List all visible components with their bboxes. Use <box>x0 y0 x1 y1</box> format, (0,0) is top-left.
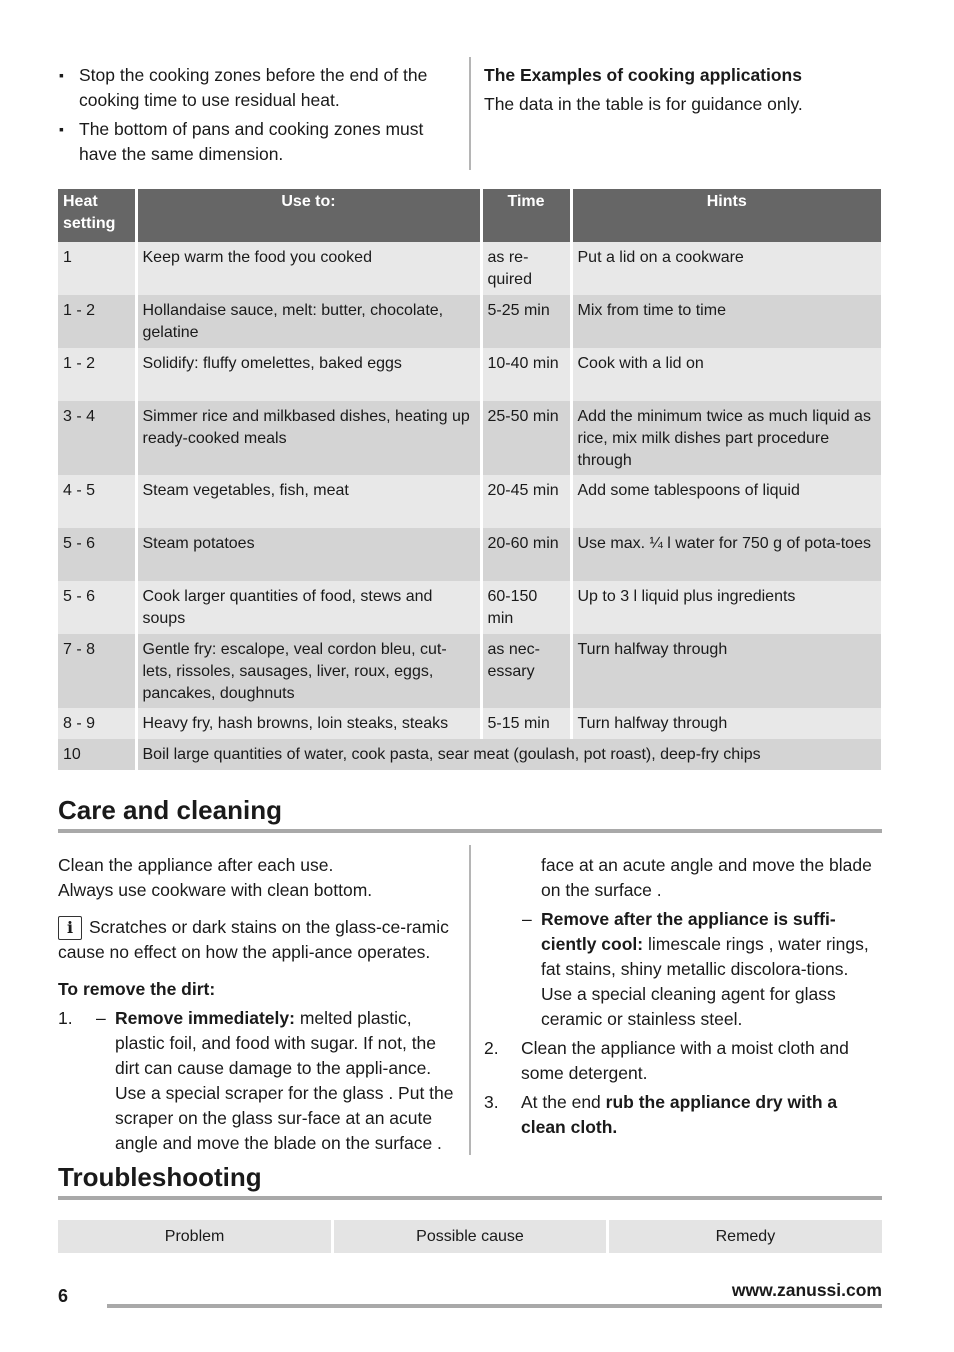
info-icon: i <box>58 916 82 940</box>
use-cell: Heavy fry, hash browns, loin steaks, steaks <box>136 708 481 739</box>
heat-cell: 1 - 2 <box>58 348 136 401</box>
page-number: 6 <box>58 1286 69 1306</box>
cooking-applications-table <box>58 189 881 770</box>
header-possible-cause: Possible cause <box>333 1220 608 1253</box>
step-text: limescale rings , water rings, fat stains, shiny metallic discolora-tions. Use a special cleaning agent for glass ceramic or stainless steel. <box>541 934 869 1029</box>
care-intro: Clean the appliance after each use. <box>58 855 334 875</box>
heat-cell: 1 - 2 <box>58 295 136 348</box>
hint-cell: Mix from time to time <box>571 295 881 348</box>
hint-cell: Use max. ¼ l water for 750 g of pota-toes <box>571 528 881 581</box>
hint-cell: Turn halfway through <box>571 708 881 739</box>
header-heat-setting: Heat setting <box>58 189 136 242</box>
care-left-column <box>58 853 458 1154</box>
section-rule <box>58 1196 882 1200</box>
use-cell: Steam potatoes <box>136 528 481 581</box>
step-bold: Remove after the appliance is suffi-ciently cool: <box>541 909 836 954</box>
step-number: 1. <box>58 1008 73 1029</box>
use-cell: Solidify: fluffy omelettes, baked eggs <box>136 348 481 401</box>
heat-cell: 5 - 6 <box>58 528 136 581</box>
troubleshooting-table <box>58 1220 882 1253</box>
step-bold: rub the appliance dry with a clean cloth. <box>521 1092 838 1137</box>
step-1b <box>484 907 884 1032</box>
hint-cell: Add some tablespoons of liquid <box>571 475 881 528</box>
bullet-text: Stop the cooking zones before the end of the cooking time to use residual heat. <box>79 65 428 110</box>
dash-marker: – <box>522 909 532 929</box>
use-cell: Steam vegetables, fish, meat <box>136 475 481 528</box>
step-3 <box>484 1090 884 1140</box>
time-cell: as nec-essary <box>481 634 571 708</box>
table-row <box>58 634 881 708</box>
heat-cell: 8 - 9 <box>58 708 136 739</box>
step-text: Clean the appliance with a moist cloth and some detergent. <box>521 1038 849 1083</box>
section-rule <box>58 829 882 833</box>
examples-intro <box>484 63 884 117</box>
table-row <box>58 295 881 348</box>
heat-cell: 5 - 6 <box>58 581 136 634</box>
table-row <box>58 348 881 401</box>
table-row <box>58 739 881 770</box>
use-cell: Keep warm the food you cooked <box>136 242 481 295</box>
bullet-icon: ▪ <box>59 67 64 83</box>
bullet-item <box>58 63 458 113</box>
info-note <box>58 915 458 965</box>
use-cell: Boil large quantities of water, cook pasta, sear meat (goulash, pot roast), deep-fry chips <box>136 739 881 770</box>
care-right-column <box>484 853 884 1140</box>
hint-cell: Cook with a lid on <box>571 348 881 401</box>
use-cell: Cook larger quantities of food, stews and soups <box>136 581 481 634</box>
hint-cell: Up to 3 l liquid plus ingredients <box>571 581 881 634</box>
heat-cell: 10 <box>58 739 136 770</box>
use-cell: Simmer rice and milkbased dishes, heating up ready-cooked meals <box>136 401 481 475</box>
step-text: melted plastic, plastic foil, and food with sugar. If not, the dirt can cause damage to the appli-ance. Use a special scraper for the glass . Put the scraper on the glass sur-face at an acute angle and move the blade on the surface . <box>115 1008 454 1154</box>
bullet-icon: ▪ <box>59 121 64 137</box>
column-divider <box>469 57 471 170</box>
table-row <box>58 242 881 295</box>
heat-cell: 3 - 4 <box>58 401 136 475</box>
use-cell: Gentle fry: escalope, veal cordon bleu, cut-lets, rissoles, sausages, liver, roux, eggs, pancakes, doughnuts <box>136 634 481 708</box>
step-text: At the end <box>521 1092 601 1112</box>
step-number: 3. <box>484 1092 499 1112</box>
care-intro: Always use cookware with clean bottom. <box>58 880 373 900</box>
header-time: Time <box>481 189 571 242</box>
time-cell: 10-40 min <box>481 348 571 401</box>
header-use-to: Use to: <box>136 189 481 242</box>
step-1-continued: face at an acute angle and move the blade on the surface . <box>541 855 872 900</box>
examples-heading: The Examples of cooking applications <box>484 65 802 85</box>
table-row <box>58 581 881 634</box>
remove-dirt-heading: To remove the dirt: <box>58 979 216 1000</box>
footer-rule <box>107 1304 882 1308</box>
hint-cell: Add the minimum twice as much liquid as rice, mix milk dishes part procedure through <box>571 401 881 475</box>
step-2 <box>484 1036 884 1086</box>
table-row <box>58 528 881 581</box>
time-cell: 60-150 min <box>481 581 571 634</box>
bullet-text: The bottom of pans and cooking zones must have the same dimension. <box>79 119 424 164</box>
header-hints: Hints <box>571 189 881 242</box>
brand-url: www.zanussi.com <box>731 1280 882 1300</box>
troubleshooting-heading: Troubleshooting <box>58 1162 262 1192</box>
table-row <box>58 401 881 475</box>
heat-cell: 7 - 8 <box>58 634 136 708</box>
dash-marker: – <box>96 1008 106 1029</box>
table-row <box>58 708 881 739</box>
header-problem: Problem <box>58 1220 333 1253</box>
time-cell: as re-quired <box>481 242 571 295</box>
step-number: 2. <box>484 1038 499 1058</box>
time-cell: 20-60 min <box>481 528 571 581</box>
info-text: Scratches or dark stains on the glass-ce-ramic cause no effect on how the appli-ance operates. <box>58 917 449 963</box>
table-header-row <box>58 1220 882 1253</box>
step-1 <box>58 1006 458 1154</box>
hint-cell: Turn halfway through <box>571 634 881 708</box>
header-remedy: Remedy <box>607 1220 882 1253</box>
examples-note: The data in the table is for guidance only. <box>484 94 803 114</box>
time-cell: 25-50 min <box>481 401 571 475</box>
heat-cell: 1 <box>58 242 136 295</box>
table-row <box>58 475 881 528</box>
care-cleaning-heading: Care and cleaning <box>58 795 282 825</box>
column-divider <box>469 845 471 1155</box>
time-cell: 5-25 min <box>481 295 571 348</box>
time-cell: 5-15 min <box>481 708 571 739</box>
hint-cell: Put a lid on a cookware <box>571 242 881 295</box>
step-bold: Remove immediately: <box>115 1008 295 1029</box>
bullet-item <box>58 117 458 167</box>
heat-cell: 4 - 5 <box>58 475 136 528</box>
residual-heat-tips <box>58 63 458 171</box>
time-cell: 20-45 min <box>481 475 571 528</box>
use-cell: Hollandaise sauce, melt: butter, chocolate, gelatine <box>136 295 481 348</box>
table-header-row <box>58 189 881 242</box>
